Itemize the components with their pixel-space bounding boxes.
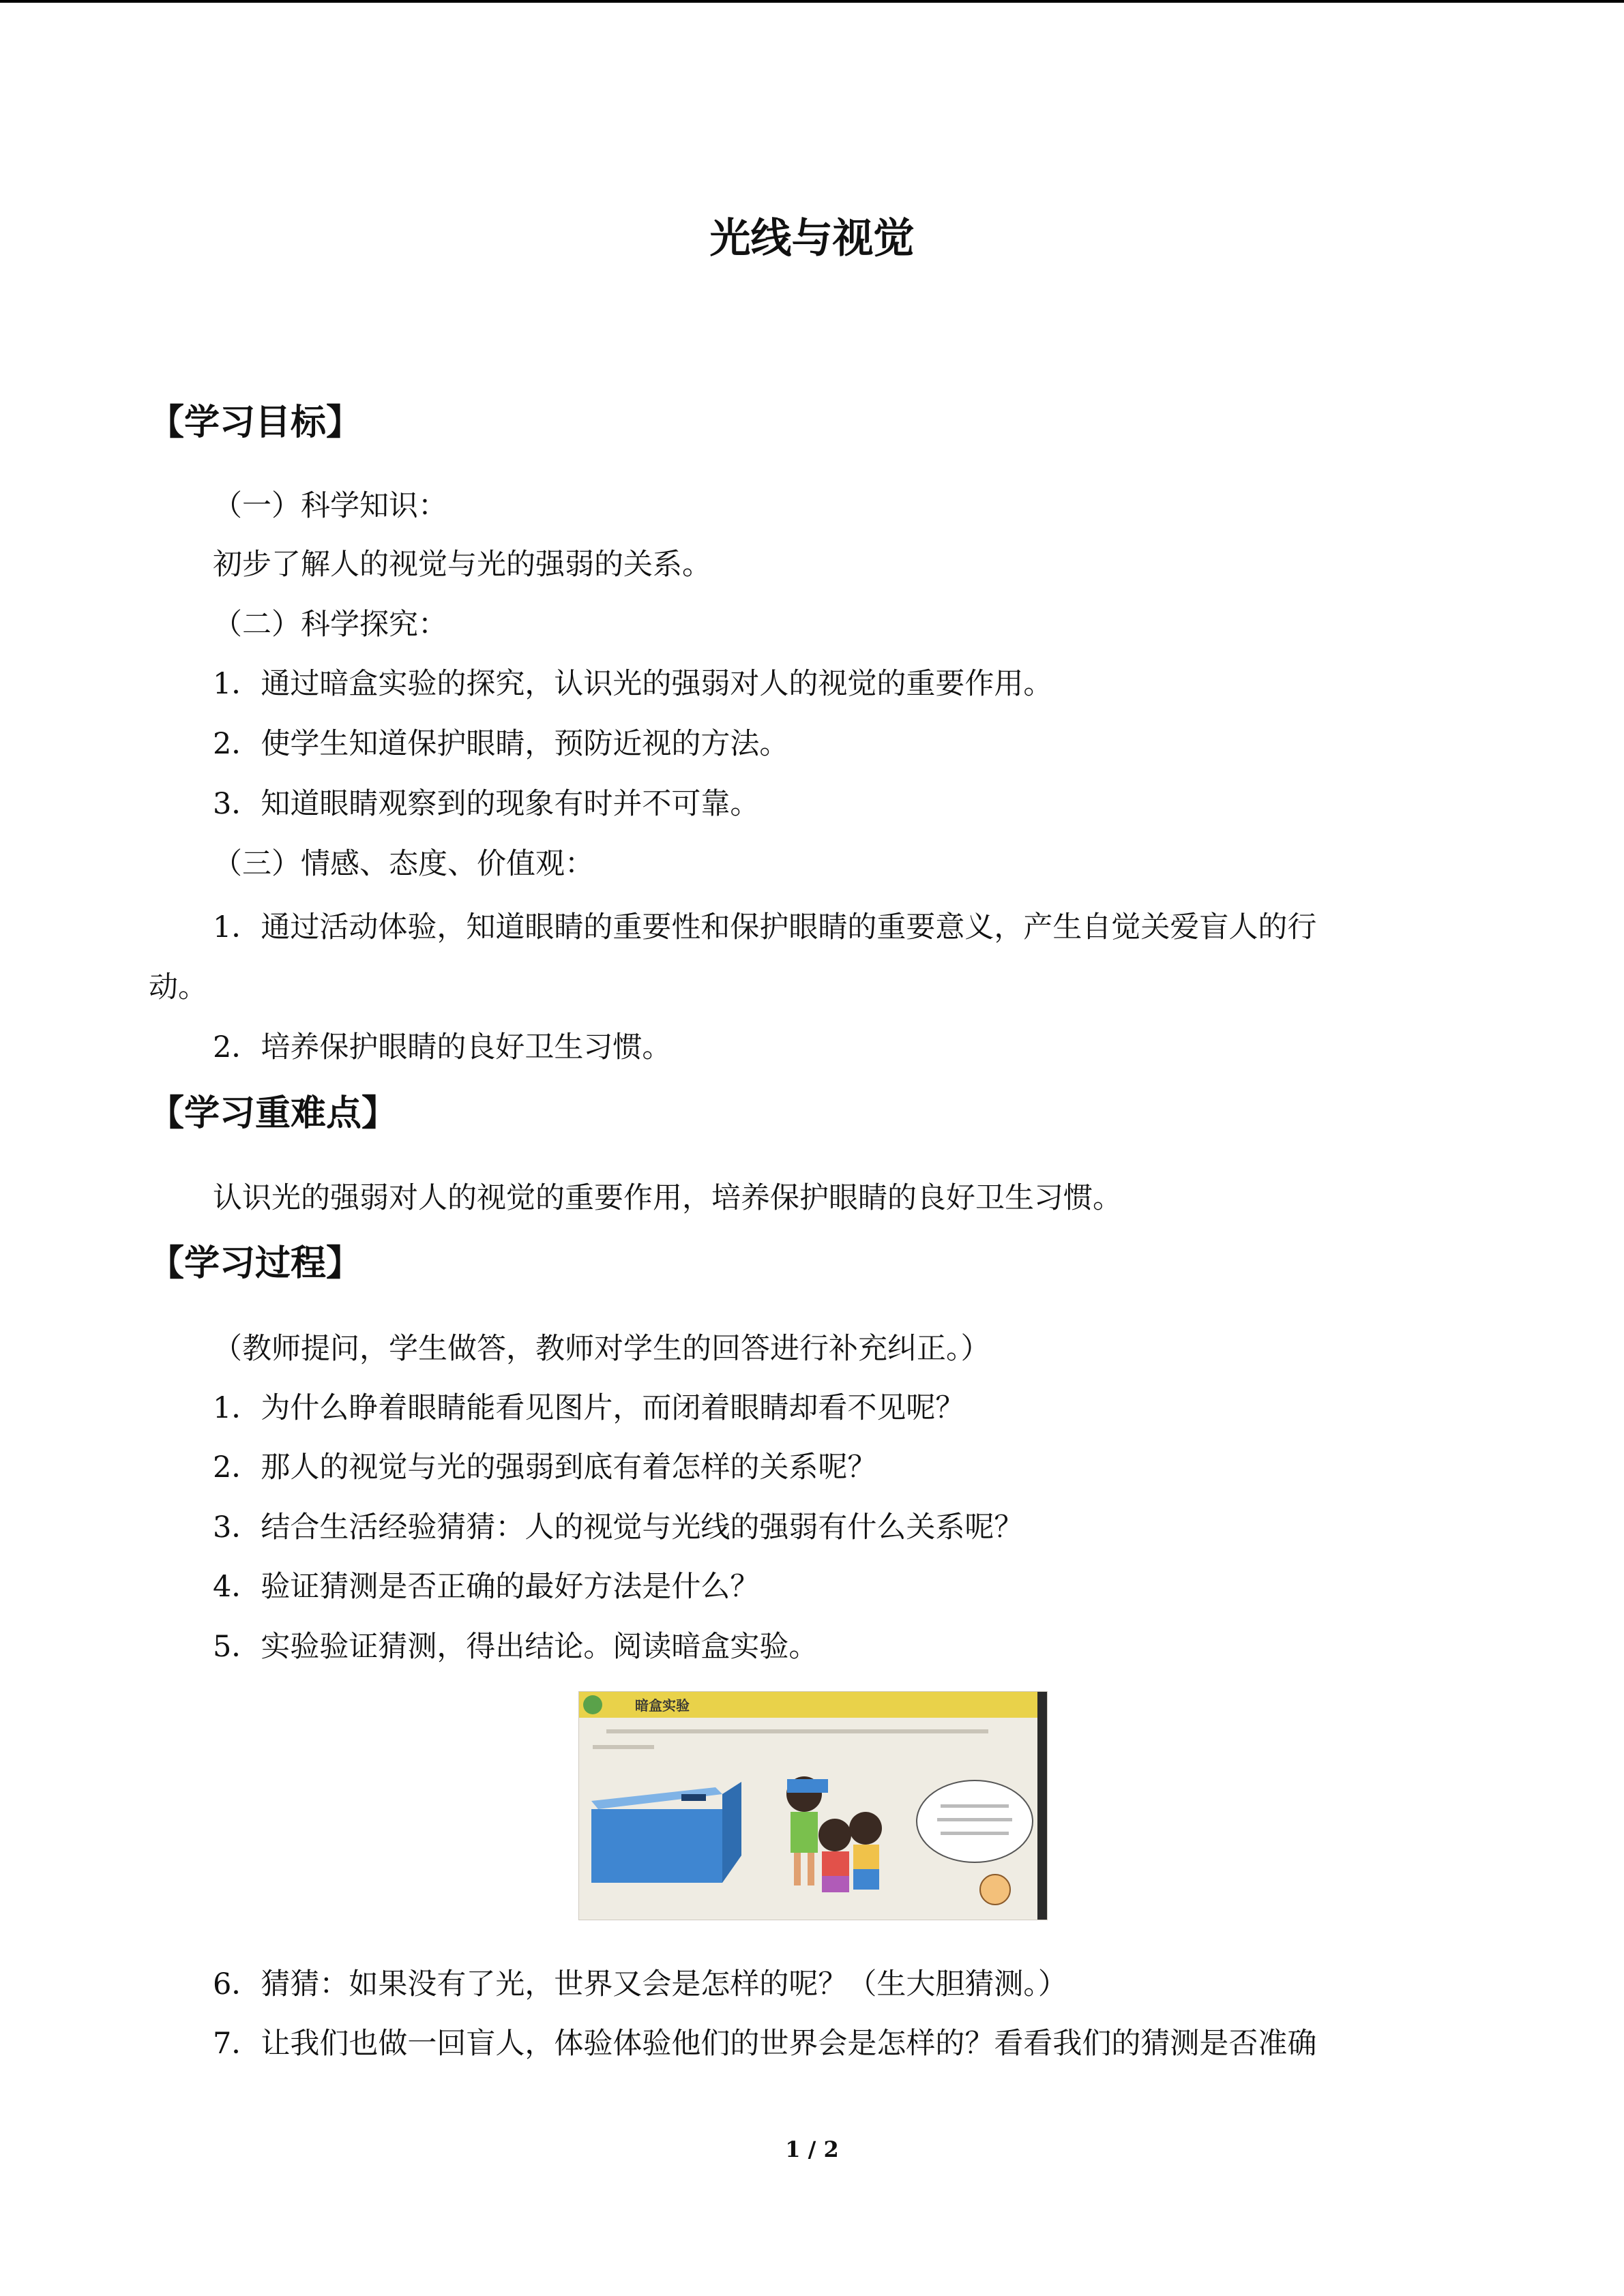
goals-sub3-line1-cont: 动。 <box>149 970 207 1004</box>
section-heading-keypoints: 【学习重难点】 <box>149 1093 398 1134</box>
keypoints-line1: 认识光的强弱对人的视觉的重要作用，培养保护眼睛的良好卫生习惯。 <box>213 1181 1122 1215</box>
process-question-3: 3．结合生活经验猜猜：人的视觉与光线的强弱有什么关系呢？ <box>213 1510 1024 1545</box>
section-heading-process: 【学习过程】 <box>149 1243 362 1284</box>
dark-box-icon <box>591 1809 722 1883</box>
illustration-badge-icon <box>583 1695 602 1714</box>
goals-sub2-line2: 2．使学生知道保护眼睛，预防近视的方法。 <box>213 727 789 761</box>
goals-sub1: （一）科学知识： <box>213 489 447 523</box>
goals-sub2: （二）科学探究： <box>213 608 447 642</box>
page-title: 光线与视觉 <box>709 215 915 263</box>
process-question-7: 7．让我们也做一回盲人，体验体验他们的世界会是怎样的？看看我们的猜测是否准确 <box>213 2027 1317 2061</box>
illustration-banner-title: 暗盒实验 <box>635 1697 690 1714</box>
process-question-4: 4．验证猜测是否正确的最好方法是什么？ <box>213 1570 760 1604</box>
page-number: 1 / 2 <box>785 2136 839 2162</box>
mascot-icon <box>980 1875 1010 1905</box>
process-question-1: 1．为什么睁着眼睛能看见图片，而闭着眼睛却看不见呢？ <box>213 1391 965 1425</box>
dark-box-experiment-illustration <box>578 1691 1048 1920</box>
process-question-5: 5．实验验证猜测，得出结论。阅读暗盒实验。 <box>213 1630 818 1664</box>
section-heading-goals: 【学习目标】 <box>149 402 362 443</box>
goals-sub2-line1: 1．通过暗盒实验的探究，认识光的强弱对人的视觉的重要作用。 <box>213 667 1053 701</box>
process-question-2: 2．那人的视觉与光的强弱到底有着怎样的关系呢？ <box>213 1450 877 1485</box>
illustration-drawing <box>579 1692 1047 1920</box>
goals-sub3-line1: 1．通过活动体验，知道眼睛的重要性和保护眼睛的重要意义，产生自觉关爱盲人的行 <box>213 910 1317 944</box>
goals-sub2-line3: 3．知道眼睛观察到的现象有时并不可靠。 <box>213 787 760 821</box>
process-question-6: 6．猜猜：如果没有了光，世界又会是怎样的呢？（生大胆猜测。） <box>213 1967 1067 2001</box>
page-top-border <box>0 0 1624 3</box>
process-intro: （教师提问，学生做答，教师对学生的回答进行补充纠正。） <box>213 1332 990 1366</box>
goals-sub3: （三）情感、态度、价值观： <box>213 847 594 881</box>
goals-sub1-line1: 初步了解人的视觉与光的强弱的关系。 <box>213 548 711 582</box>
goals-sub3-line2: 2．培养保护眼睛的良好卫生习惯。 <box>213 1030 672 1064</box>
